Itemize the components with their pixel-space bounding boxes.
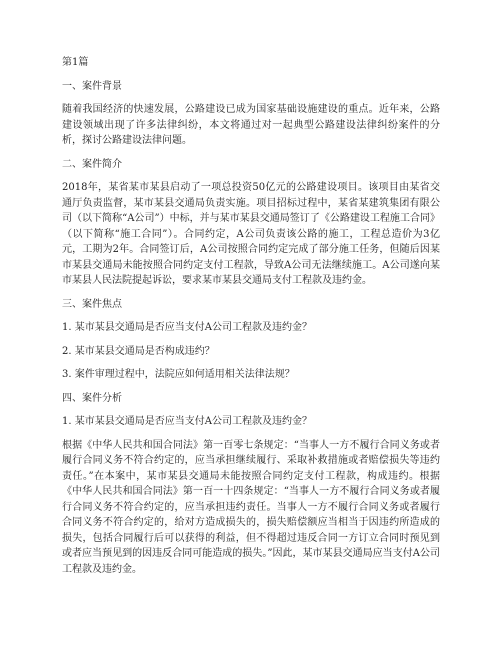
analysis-subheading: 1. 某市某县交通局是否应当支付A公司工程款及违约金？ [62, 416, 312, 427]
section-heading-summary: 二、案件简介 [62, 158, 122, 170]
document-body [62, 55, 440, 577]
background-paragraph: 随着我国经济的快速发展，公路建设已成为国家基础设施建设的重点。近年来，公路建设领域出现了许多法律纠纷，本文将通过对一起典型公路建设法律纠纷案件的分析，探讨公路建设法律问题。 [62, 104, 440, 146]
summary-paragraph: 2018年，某省某市某县启动了一项总投资50亿元的公路建设项目。该项目由某省交通厅负责监督，某市某县交通局负责实施。项目招标过程中，某省某建筑集团有限公司（以下简称“A公司”）中标，并与某市某县交通局签订了《公路建设工程施工合同》（以下简称“施工合同”）。合同约定，A公司负责该公路的施工，工程总造价为3亿元，工期为2年。合同签订后，A公司按照合同约定完成了部分施工任务，但随后因某市某县交通局未能按照合同约定支付工程款，导致A公司无法继续施工。A公司遂向某市某县人民法院提起诉讼，要求某市某县交通局支付工程款及违约金。 [62, 182, 440, 286]
analysis-paragraph: 根据《中华人民共和国合同法》第一百零七条规定：“当事人一方不履行合同义务或者履行合同义务不符合约定的，应当承担继续履行、采取补救措施或者赔偿损失等违约责任。”在本案中，某市某县交通局未能按照合同约定支付工程款，构成违约。根据《中华人民共和国合同法》第一百一十四条规定：“当事人一方不履行合同义务或者履行合同义务不符合约定的，应当承担违约责任。当事人一方不履行合同义务或者履行合同义务不符合约定的，给对方造成损失的，损失赔偿额应当相当于因违约所造成的损失，包括合同履行后可以获得的利益，但不得超过违反合同一方订立合同时预见到或者应当预见到的因违反合同可能造成的损失。”因此，某市某县交通局应当支付A公司工程款及违约金。 [62, 439, 440, 575]
focus-item: 2. 某市某县交通局是否构成违约？ [62, 345, 215, 357]
focus-item: 1. 某市某县交通局是否应当支付A公司工程款及违约金？ [62, 322, 312, 333]
section-heading-background: 一、案件背景 [62, 80, 122, 92]
part-label: 第1篇 [62, 57, 89, 68]
focus-item: 3. 案件审理过程中，法院应如何适用相关法律法规？ [62, 369, 295, 380]
section-heading-focus: 三、案件焦点 [62, 298, 122, 310]
section-heading-analysis: 四、案件分析 [62, 392, 122, 404]
